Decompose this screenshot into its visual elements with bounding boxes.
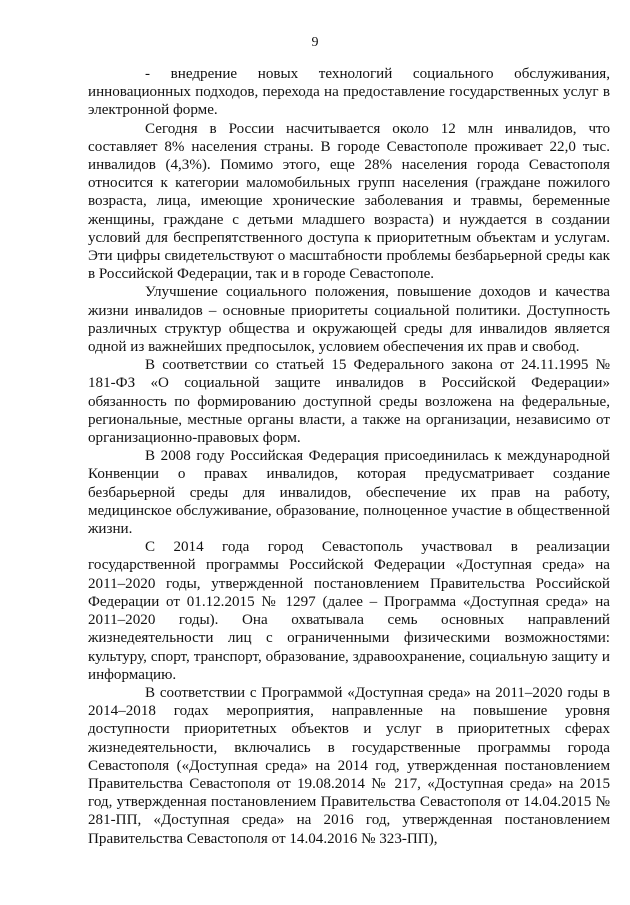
paragraph-2: Сегодня в России насчитывается около 12 млн инвалидов, что составляет 8% населения страны. В городе Севастополе проживает 22,0 тыс. инвалидов (4,3%). Помимо этого, еще 28% населения города Севастополя относится к категории маломобильных групп населения (граждане пожилого возраста, лица, имеющие хронические заболевания и травмы, беременные женщины, граждане с детьми младшего возраста) и нуждается в создании условий для беспрепятственного доступа к приоритетным объектам и услугам. Эти цифры свидетельствуют о масштабности проблемы безбарьерной среды как в Российской Федерации, так и в городе Севастополе.	[88, 120, 610, 283]
paragraph-4: В соответствии со статьей 15 Федерального закона от 24.11.1995 № 181-ФЗ «О социальной защите инвалидов в Российской Федерации» обязанность по формированию доступной среды возложена на федеральные, региональные, местные органы власти, а также на организации, независимо от организационно-правовых форм.	[88, 357, 610, 447]
paragraph-1: - внедрение новых технологий социального обслуживания, инновационных подходов, перехода на предоставление государственных услуг в электронной форме.	[88, 66, 610, 119]
paragraph-7: В соответствии с Программой «Доступная среда» на 2011–2020 годы в 2014–2018 годах мероприятия, направленные на повышение уровня доступности приоритетных объектов и услуг в приоритетных сферах жизнедеятельности, включались в государственные программы города Севастополя («Доступная среда» на 2014 год, утвержденная постановлением Правительства Севастополя от 19.08.2014 № 217, «Доступная среда» на 2015 год, утвержденная постановлением Правительства Севастополя от 14.04.2015 № 281-ПП, «Доступная среда» на 2016 год, утвержденная постановлением Правительства Севастополя от 14.04.2016 № 323-ПП),	[88, 684, 610, 847]
paragraph-5: В 2008 году Российская Федерация присоединилась к международной Конвенции о правах инвалидов, которая предусматривает создание безбарьерной среды для инвалидов, обеспечение их прав на работу, медицинское обслуживание, образование, полноценное участие в общественной жизни.	[88, 448, 610, 538]
document-body	[88, 65, 610, 848]
paragraph-6: С 2014 года город Севастополь участвовал в реализации государственной программы Российской Федерации «Доступная среда» на 2011–2020 годы, утвержденной постановлением Правительства Российской Федерации от 01.12.2015 № 1297 (далее – Программа «Доступная среда» на 2011–2020 годы). Она охватывала семь основных направлений жизнедеятельности лиц с ограниченными физическими возможностями: культуру, спорт, транспорт, образование, здравоохранение, социальную защиту и информацию.	[88, 539, 610, 683]
page-number: 9	[311, 35, 319, 50]
paragraph-3: Улучшение социального положения, повышение доходов и качества жизни инвалидов – основные приоритеты социальной политики. Доступность различных структур общества и окружающей среды для инвалидов является одной из важнейших предпосылок, условием обеспечения их прав и свобод.	[88, 284, 610, 356]
